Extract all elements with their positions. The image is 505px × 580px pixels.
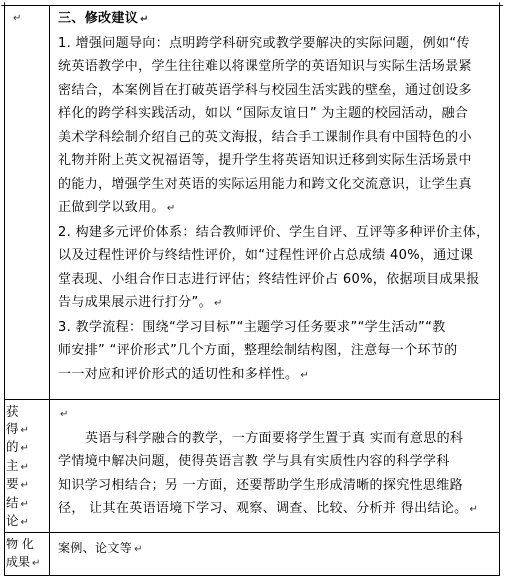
conclusion-line: 英语与科学融合的教学，一方面要将学生置于真 实而有意思的科	[85, 430, 464, 446]
paragraph-mark: ↵	[20, 480, 29, 491]
paragraph-mark: ↵	[13, 13, 22, 24]
paragraph-mark: ↵	[140, 14, 149, 25]
label-char: 获	[6, 404, 19, 419]
paragraph-mark: ↵	[213, 298, 223, 309]
suggestion-line: 的能力，增强学生对英语的实际运用能力和跨文化交流意识，让学生真	[58, 176, 472, 192]
suggestion-line: 堂表现、小组合作日志进行评估；终结性评价占 60%，依据项目成果报	[58, 271, 480, 287]
suggestion-line-text: 一一对应和评价形式的适切性和多样性。	[58, 366, 299, 382]
suggestion-line: 统英语教学中，学生往往难以将课堂所学的英语知识与实际生活场景紧	[58, 59, 472, 74]
paragraph-mark: ↵	[20, 443, 29, 454]
paragraph-mark: ↵	[20, 517, 29, 528]
label-char: 得 ↵	[6, 420, 29, 436]
table-border-right	[499, 5, 500, 576]
results-value: 案例、论文等 ↵	[58, 541, 143, 555]
paragraph-mark: ↵	[20, 424, 29, 436]
suggestion-line	[58, 363, 494, 388]
label-char: 论 ↵	[6, 513, 29, 528]
conclusion-line	[58, 497, 494, 522]
suggestion-cell	[58, 7, 494, 387]
conclusion-line-text: 径， 让其在英语语境下学习、观察、调查、比较、分析并 得出结论。	[58, 501, 468, 516]
paragraph-mark: ↵	[60, 409, 69, 420]
table-column-divider	[49, 5, 50, 576]
conclusion-line: 知识学习相结合；另 一方面，还要帮助学生形成清晰的探究性思维路	[58, 477, 463, 493]
results-cell	[58, 537, 143, 562]
crop-mark-top-right: +	[495, 0, 505, 12]
table-row-divider-1	[4, 399, 500, 400]
suggestion-line	[58, 126, 494, 150]
paragraph-mark: ↵	[469, 504, 479, 515]
section-heading: 三、修改建议 ↵	[58, 11, 149, 26]
suggestion-line: 1. 增强问题导向：点明跨学科研究或教学要解决的实际问题，例如“传	[58, 35, 470, 51]
suggestion-line-text: 正做到学以致用。	[58, 200, 165, 215]
results-label	[6, 535, 44, 573]
label-char: 结 ↵	[6, 494, 29, 510]
suggestion-line	[58, 196, 494, 221]
empty-label-cell	[11, 6, 22, 31]
conclusion-label	[6, 404, 44, 532]
conclusion-line: 学情境中解决问题，使得英语言教 学与具有实质性内容的科学学科	[58, 454, 450, 469]
paragraph-mark: ↵	[20, 498, 29, 510]
conclusion-cell	[58, 402, 494, 522]
suggestion-line-text: 告与成果展示进行打分”。	[58, 295, 212, 310]
suggestion-line: 师安排” “评价形式”几个方面，整理绘制结构图，注意每一个环节的	[58, 343, 458, 358]
paragraph-mark: ↵	[300, 369, 310, 381]
suggestion-line: 礼物并附上英文祝福语等，提升学生将英语知识迁移到实际生活场景中	[58, 153, 472, 168]
paragraph-mark: ↵	[134, 544, 143, 555]
label-char: 的 ↵	[6, 439, 29, 454]
results-label-line: 物 化	[6, 537, 34, 551]
suggestion-line: 密结合，本案例旨在打破英语学科与校园生活实践的壁垒，通过创设多	[58, 82, 472, 98]
suggestion-line	[58, 291, 494, 316]
paragraph-mark: ↵	[32, 558, 41, 569]
label-char: 主 ↵	[6, 457, 29, 473]
suggestion-line-text: 美术学科绘制介绍自己的英文海报，结合手工课制作具有中国特色的小	[58, 129, 472, 145]
table-border-bottom	[4, 575, 500, 576]
suggestion-line: 3. 教学流程：围绕“学习目标”“主题学习任务要求”“学生活动”“教	[58, 319, 446, 335]
table-border-left	[4, 5, 5, 576]
paragraph-mark: ↵	[20, 461, 29, 473]
label-char: 要 ↵	[6, 476, 29, 491]
results-label-line: 成果 ↵	[6, 555, 41, 569]
suggestion-line: 2. 构建多元评价体系：结合教师评价、学生自评、互评等多种评价主体，	[58, 224, 490, 240]
crop-mark-top-left: +	[0, 0, 10, 12]
suggestion-line: 样化的跨学科实践活动，如以 “国际友谊日” 为主题的校园活动，融合	[58, 106, 469, 121]
table-border-top	[4, 5, 500, 6]
suggestion-line: 以及过程性评价与终结性评价，如“过程性评价占总成绩 40%，通过课	[58, 248, 474, 263]
blank-line	[58, 402, 494, 427]
table-row-divider-2	[4, 532, 500, 533]
paragraph-mark: ↵	[166, 203, 176, 214]
